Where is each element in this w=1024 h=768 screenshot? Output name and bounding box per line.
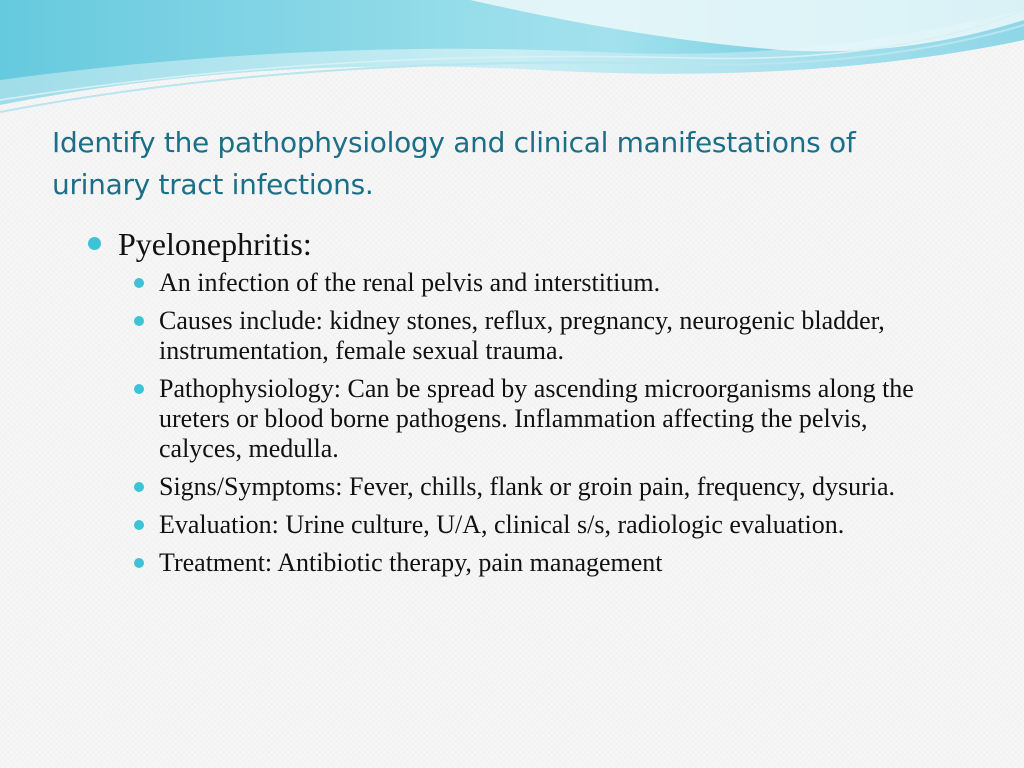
list-item [88,510,948,540]
point-text: Treatment: Antibiotic therapy, pain management [159,548,663,577]
list-item [88,306,948,366]
topic-item [88,222,948,266]
bullet-icon [134,520,144,530]
bullet-icon [134,384,144,394]
bullet-icon [134,316,144,326]
point-text: Causes include: kidney stones, reflux, pregnancy, neurogenic bladder, instrumentation, female sexual trauma. [159,306,885,365]
topic-bullet-icon [88,237,101,250]
list-item [88,268,948,298]
point-text: An infection of the renal pelvis and interstitium. [159,268,661,297]
list-item [88,374,948,464]
point-text: Signs/Symptoms: Fever, chills, flank or groin pain, frequency, dysuria. [159,472,895,501]
list-item [88,472,948,502]
header-wave-decoration [0,0,1024,130]
bullet-icon [134,558,144,568]
bullet-icon [134,482,144,492]
topic-label: Pyelonephritis: [118,226,312,262]
point-text: Evaluation: Urine culture, U/A, clinical s/s, radiologic evaluation. [159,510,845,539]
bullet-icon [134,278,144,288]
slide-body [88,222,948,586]
list-item [88,548,948,578]
slide-title: Identify the pathophysiology and clinical manifestations of urinary tract infections. [52,126,856,201]
point-list [88,268,948,578]
point-text: Pathophysiology: Can be spread by ascending microorganisms along the ureters or blood borne pathogens. Inflammation affecting the pelvis, calyces, medulla. [159,374,914,463]
